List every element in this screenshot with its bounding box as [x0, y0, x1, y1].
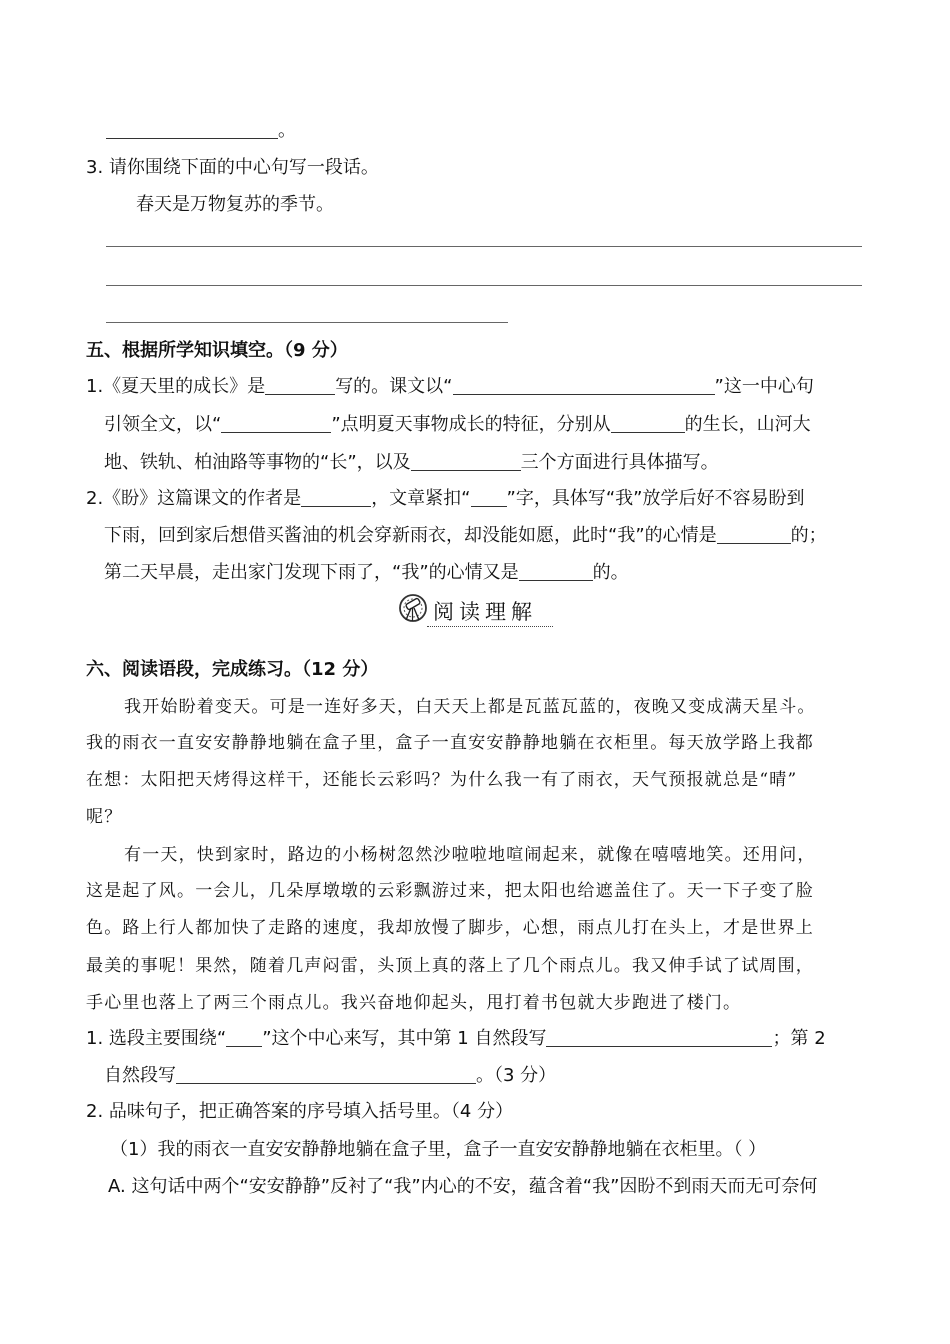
answer-blank[interactable]	[226, 1028, 262, 1047]
answer-blank[interactable]	[453, 376, 715, 395]
writing-line-2[interactable]	[106, 285, 862, 286]
passage-line: 有一天，快到家时，路边的小杨树忽然沙啦啦地喧闹起来，就像在嘻嘻地笑。还用问，	[124, 845, 816, 865]
sec5-q1-line3: 地、铁轨、柏油路等事物的“长”，以及 三个方面进行具体描写。	[104, 452, 719, 473]
central-sentence: 春天是万物复苏的季节。	[136, 194, 334, 215]
passage-line: 最美的事呢！果然，随着几声闷雷，头顶上真的落上了几个雨点儿。我又伸手试了试周围，	[86, 956, 814, 976]
answer-blank[interactable]	[717, 525, 791, 544]
passage-line: 手心里也落上了两三个雨点儿。我兴奋地仰起头，甩打着书包就大步跑进了楼门。	[86, 993, 742, 1013]
answer-blank[interactable]	[301, 488, 371, 507]
answer-blank[interactable]	[546, 1028, 772, 1047]
banner-label: 阅读理解	[433, 600, 537, 624]
passage-line: 我的雨衣一直安安静静地躺在盒子里，盒子一直安安静静地躺在衣柜里。每天放学路上我都	[86, 733, 814, 753]
sec5-q1-line2: 引领全文，以“ ”点明夏天事物成长的特征，分别从 的生长，山河大	[104, 414, 811, 435]
telescope-icon	[397, 592, 429, 626]
passage-line: 我开始盼着变天。可是一连好多天，白天天上都是瓦蓝瓦蓝的，夜晚又变成满天星斗。	[124, 697, 816, 717]
writing-line-3[interactable]	[106, 322, 508, 323]
reading-comprehension-banner	[397, 592, 557, 630]
passage-line: 这是起了风。一会儿，几朵厚墩墩的云彩飘游过来，把太阳也给遮盖住了。天一下子变了脸	[86, 881, 814, 901]
section-5-title: 五、根据所学知识填空。（9 分）	[86, 340, 348, 361]
answer-blank[interactable]	[471, 488, 507, 507]
passage-line: 呢？	[86, 807, 123, 827]
sec5-q2-line1: 2.《盼》这篇课文的作者是 ，文章紧扣“ ”字，具体写“我”放学后好不容易盼到	[86, 488, 805, 509]
sec5-q2-line2: 下雨，回到家后想借买酱油的机会穿新雨衣，却没能如愿，此时“我”的心情是 的；	[104, 525, 827, 546]
answer-blank[interactable]	[519, 562, 593, 581]
answer-blank[interactable]	[265, 376, 335, 395]
answer-blank[interactable]	[411, 452, 521, 471]
answer-blank[interactable]	[221, 414, 331, 433]
question-3-title: 3. 请你围绕下面的中心句写一段话。	[86, 157, 379, 178]
sec6-q1-line2: 自然段写 。（3 分）	[104, 1065, 557, 1086]
answer-blank[interactable]	[611, 414, 685, 433]
answer-line-end: 。	[106, 118, 296, 144]
sec6-q2-title: 2. 品味句子，把正确答案的序号填入括号里。（4 分）	[86, 1101, 514, 1122]
section-6-title: 六、阅读语段，完成练习。（12 分）	[86, 659, 379, 680]
answer-blank[interactable]	[106, 120, 278, 139]
passage-line: 色。路上行人都加快了走路的速度，我却放慢了脚步，心想，雨点儿打在头上，才是世界上	[86, 918, 814, 938]
answer-blank[interactable]	[176, 1065, 476, 1084]
sec6-q2-sub1: （1）我的雨衣一直安安静静地躺在盒子里，盒子一直安安静静地躺在衣柜里。（ ）	[110, 1139, 767, 1160]
banner-underline	[427, 626, 553, 627]
sec6-q2-option-a: A. 这句话中两个“安安静静”反衬了“我”内心的不安，蕴含着“我”因盼不到雨天而无可奈何	[108, 1176, 818, 1197]
passage-line: 在想：太阳把天烤得这样干，还能长云彩吗？为什么我一有了雨衣，天气预报就总是“晴”	[86, 770, 798, 790]
writing-line-1[interactable]	[106, 246, 862, 247]
sec6-q1-line1: 1. 选段主要围绕“ ”这个中心来写，其中第 1 自然段写 ；第 2	[86, 1028, 826, 1049]
sec5-q2-line3: 第二天早晨，走出家门发现下雨了，“我”的心情又是 的。	[104, 562, 629, 583]
sec5-q1-line1: 1.《夏天里的成长》是 写的。课文以“ ”这一中心句	[86, 376, 814, 397]
